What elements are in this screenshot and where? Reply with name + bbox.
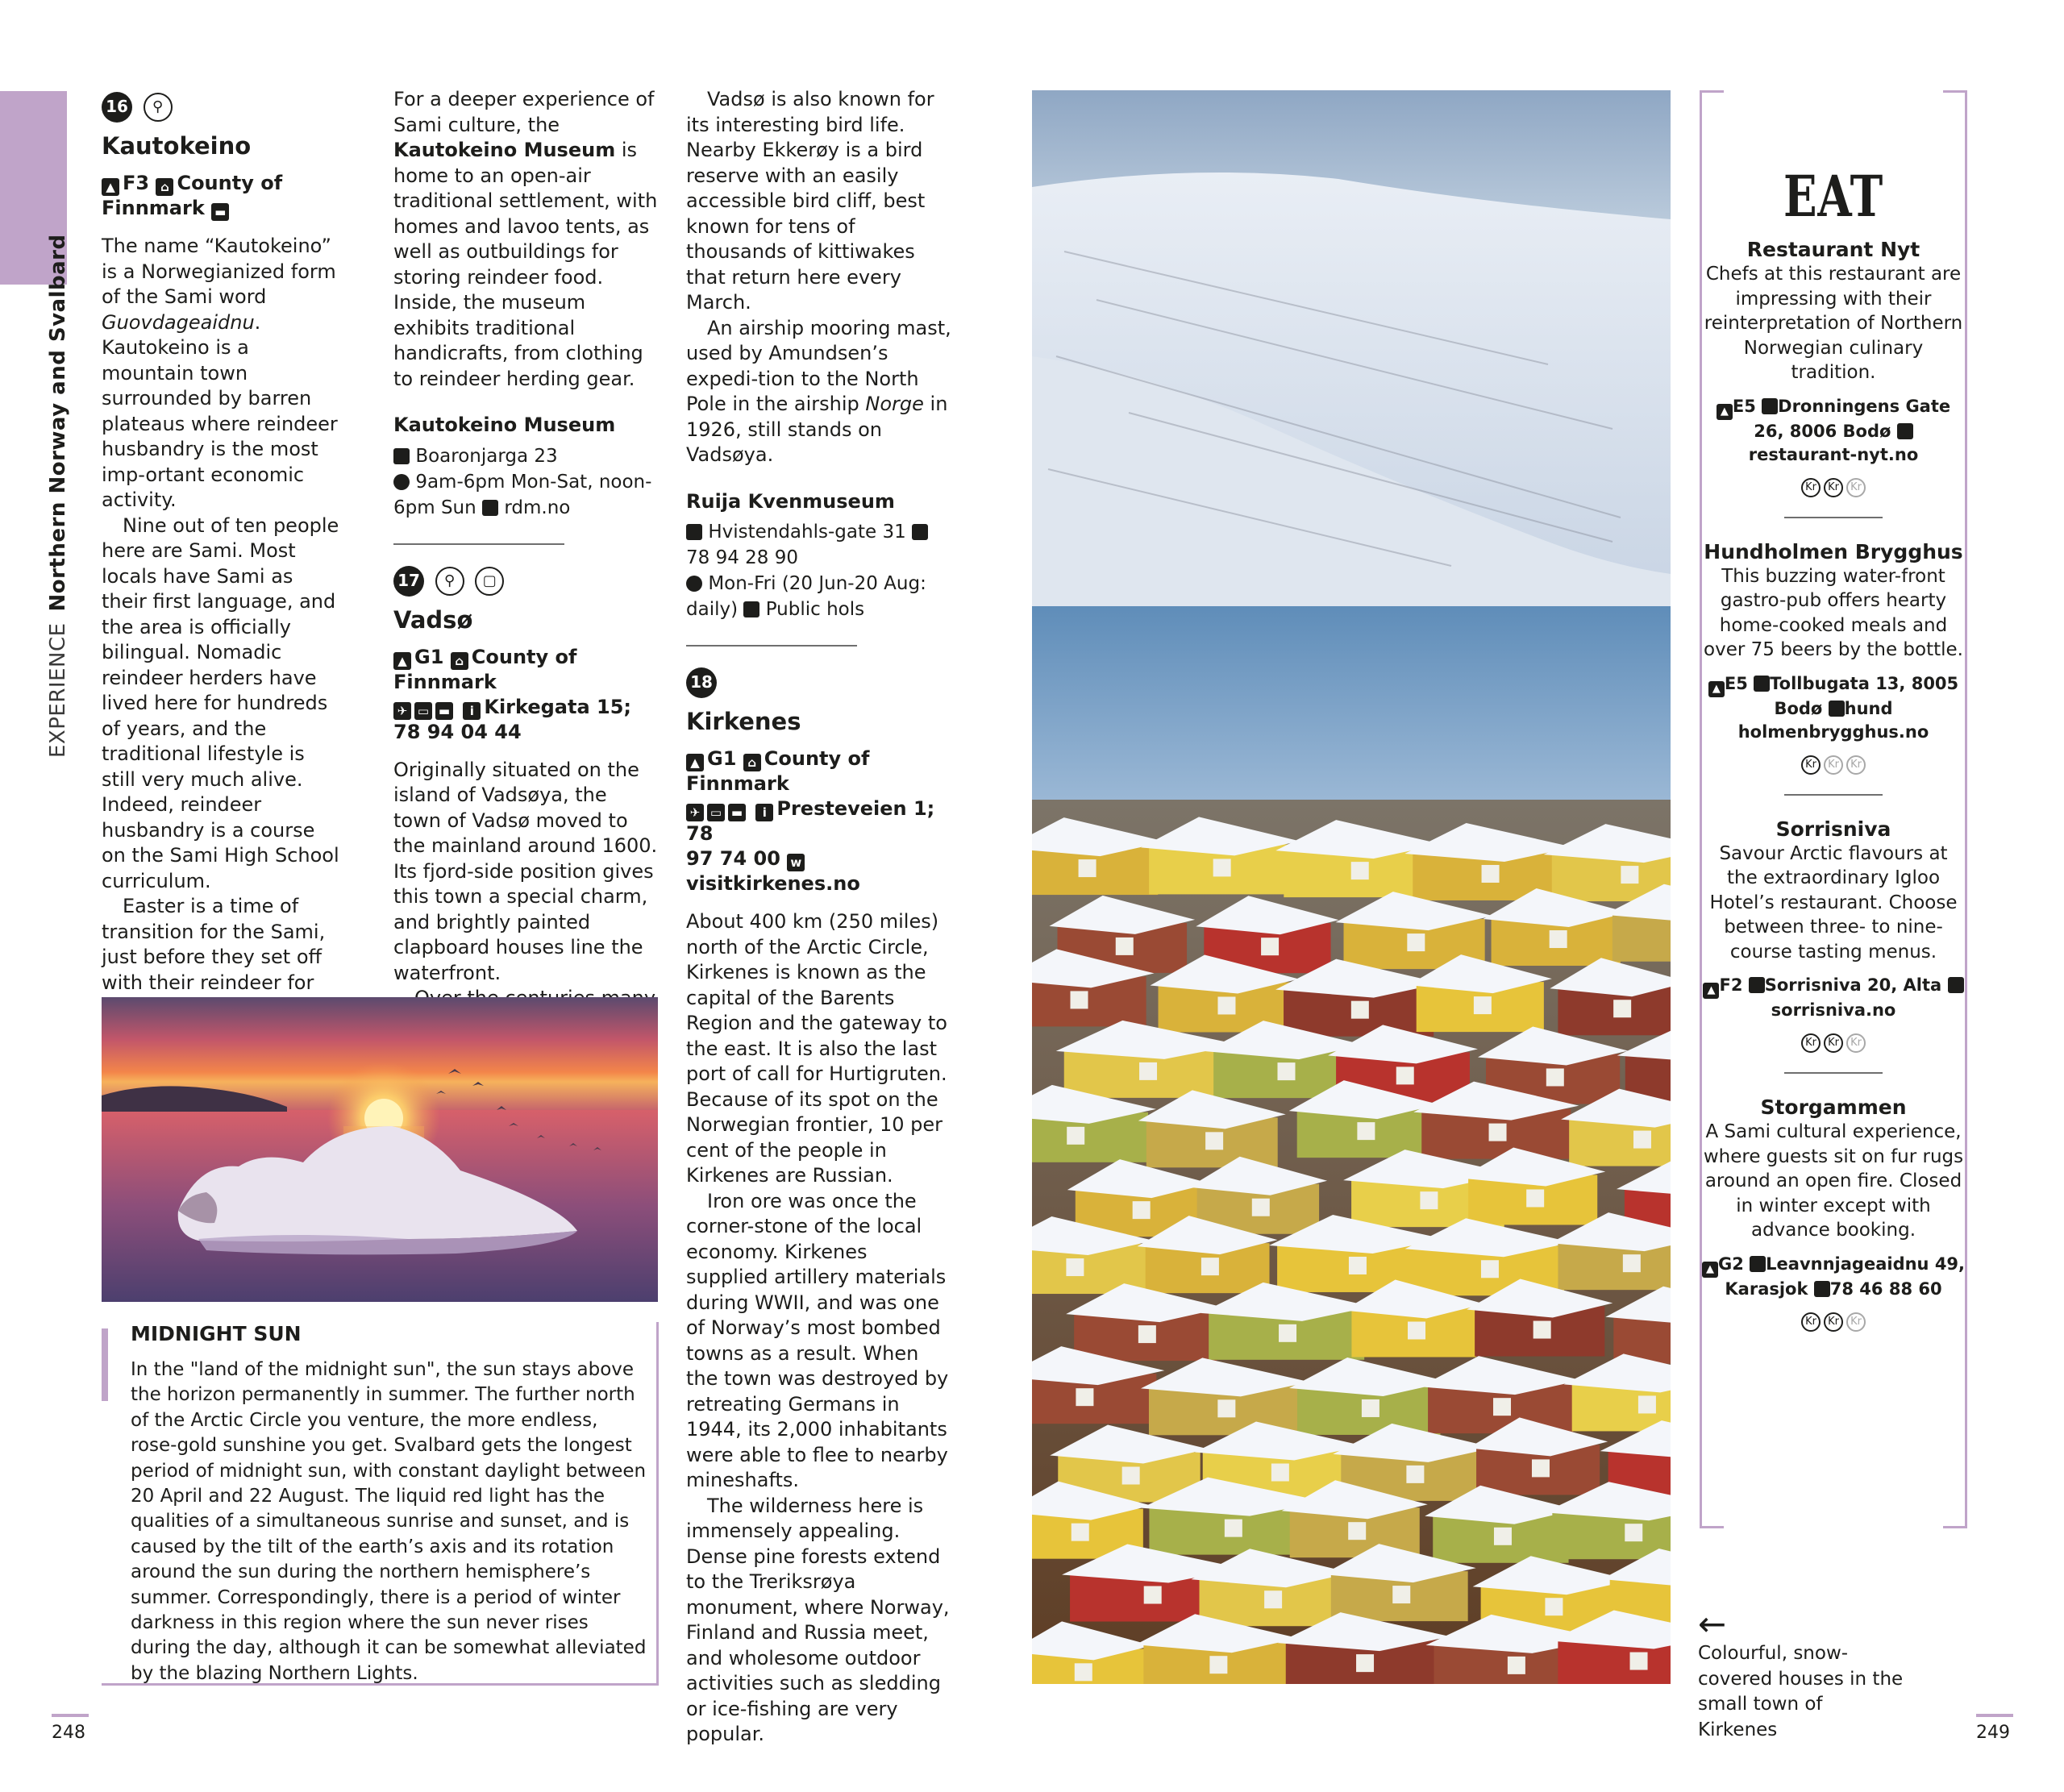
kautokeino-paragraph-4: For a deeper experience of Sami culture, the Kautokeino Museum is home to an open-air traditional settlement, with homes and lavoo tents, as well as outbuildings for storing reindeer food. Inside, the museum exhibits traditional handicrafts, from clothing to reindeer herding gear. [393,88,658,390]
address-icon: ⌂ [451,652,468,670]
house-window [1493,1398,1511,1416]
price-kr-icon: Kr [1846,1033,1866,1053]
restaurant-description: Chefs at this restaurant are impressing with their reinterpretation of Northern Norwegian culinary tradition. [1704,264,1963,383]
house-window [1201,1258,1219,1275]
price-rating [1702,1312,1965,1335]
house-window [1633,1131,1651,1149]
plane-icon: ✈ [393,702,411,720]
house-window [1494,1528,1512,1545]
restaurant-description: A Sami cultural experience, where guests sit on fur rugs around an open fire. Closed in winter except with advance booking. [1703,1121,1964,1241]
house-window [1625,1524,1642,1541]
map-icon: ▲ [1703,983,1719,999]
web-icon [1948,977,1964,993]
price-kr-icon: Kr [1846,478,1866,497]
price-kr-icon: Kr [1801,755,1821,775]
clock-icon [393,474,410,490]
midnight-sun-photo [102,997,658,1302]
house-window [1072,1524,1089,1541]
sunset-iceberg-illustration [102,997,658,1302]
house-window [1079,859,1096,877]
house-window [1351,1001,1369,1019]
photo-caption: ← Colourful, snow-covered houses in the small town of Kirkenes [1698,1612,1908,1743]
page-number-bar-right [1976,1714,2013,1717]
address-icon [1754,676,1770,692]
house-window [1133,1201,1151,1219]
price-rating [1702,478,1965,501]
house-window [1546,1068,1564,1086]
vadso-paragraph-4: An airship mooring mast, used by Amundsen’s expedi-tion to the North Pole in the airship Norge in 1926, still stands on Vadsøya. [686,316,951,466]
house-window [1482,865,1500,883]
map-icon: ▲ [1717,404,1733,420]
house-window [1550,930,1567,948]
feature-title: MIDNIGHT SUN [131,1322,302,1345]
web-icon [1897,423,1913,439]
plane-icon: ✈ [686,804,704,821]
price-kr-icon: Kr [1824,478,1843,497]
restaurant-info: ▲ F2 Sorrisniva 20, Alta sorrisniva.no [1702,974,1965,1022]
web-icon [1829,701,1845,717]
entry-number-badge: 17 [393,566,424,597]
entry-number-badge: 16 [102,92,132,123]
house-window [1349,1257,1367,1274]
kautokeino-paragraph-1: The name “Kautokeino” is a Norwegianized form of the Sami word Guovdageaidnu. Kautokeino is a mountain town surrounded by barren plateaus where reindeer husbandry is the most imp-ortant economic activity. [102,235,338,511]
boat-icon: ▭ [707,804,725,821]
restaurant-info: ▲ E5 Dronningens Gate 26, 8006 Bodø restaurant-nyt.no [1702,395,1965,467]
feature-accent-bar [102,1328,108,1401]
house-window [1621,866,1638,884]
house-window [1623,1254,1641,1272]
house-window [1348,1522,1366,1540]
hiking-icon: ⚲ [435,567,464,596]
price-kr-icon: Kr [1801,478,1821,497]
address-icon [686,524,702,540]
price-kr-icon: Kr [1824,755,1843,775]
arrow-left-icon: ← [1698,1604,1727,1644]
map-icon: ▲ [102,178,119,196]
section-divider [686,645,857,647]
house-window [1638,1395,1656,1413]
house-window [1406,1466,1424,1483]
address-icon: ⌂ [743,754,761,771]
house-window [1261,938,1279,955]
hiking-icon: ⚲ [144,93,173,122]
restaurant-name: Restaurant Nyt [1746,238,1920,261]
restaurant-entry [1702,1095,1965,1335]
house-window [1217,1399,1235,1417]
section-divider [393,543,564,545]
eat-sidebar [1700,90,1967,1528]
map-icon: ▲ [1708,681,1725,697]
address-icon [1762,398,1778,414]
entry-number-badge: 18 [686,667,717,698]
house-window [1533,1321,1551,1339]
kautokeino-paragraph-2: Nine out of ten people here are Sami. Most locals have Sami as their first language, and the area is officially bilingual. Nomadic reindeer herders have lived here for hundreds of years, and the traditional lifestyle is still very much alive. Indeed, reindeer husbandry is a course on the Sami High School curriculum. [102,513,339,892]
house-window [1392,1586,1410,1603]
map-icon: ▲ [1702,1262,1718,1278]
house-window [1357,1122,1375,1140]
kautokeino-info: ▲ F3 ⌂ County of Finnmark ▬ [102,172,283,219]
address-icon [1749,977,1765,993]
house-window [1508,1657,1525,1674]
house-window [1545,1598,1563,1615]
snowy-houses-illustration [1032,90,1671,1684]
page-number-bar-left [52,1714,89,1717]
kirkenes-paragraph-3: The wilderness here is immensely appealing. Dense pine forests extend to the Treriksrøya monument, where Norway, Finland and Russia meet, and wholesome outdoor activities such as sledding or ice-fishing are very popular. [686,1494,950,1745]
address-icon: ⌂ [156,178,173,196]
price-kr-icon: Kr [1801,1033,1821,1053]
museum-heading: Ruija Kvenmuseum [686,489,895,513]
house-window [1396,1066,1414,1084]
house-window [1279,1324,1296,1342]
chapter-region: Northern Norway and Svalbard [46,234,70,612]
price-kr-icon: Kr [1846,755,1866,775]
house-window [1217,996,1235,1014]
house-window [1362,1399,1379,1417]
museum-practical-info: Hvistendahls-gate 31 78 94 28 90 Mon-Fri (20 Jun-20 Aug: daily) Public hols [686,519,952,622]
closed-icon [743,601,759,617]
restaurant-name: Hundholmen Brygghus [1704,539,1963,563]
boat-icon: ▭ [414,702,432,720]
entry-title-vadso: Vadsø [393,605,473,634]
price-rating [1702,1033,1965,1056]
page-number-left: 248 [52,1723,85,1743]
kirkenes-houses-photo [1032,90,1671,1684]
chapter-label [46,234,70,758]
house-window [1481,1260,1499,1278]
house-window [1067,1127,1084,1145]
house-window [1138,1325,1156,1343]
house-window [1420,1191,1438,1209]
house-window [1122,1467,1140,1485]
eat-title: EAT [1783,163,1883,230]
phone-icon [912,524,928,540]
map-icon: ▲ [686,754,704,771]
house-window [1351,862,1369,879]
museum-practical-info: Boaronjarga 23 9am-6pm Mon-Sat, noon-6pm Sun rdm.no [393,445,652,518]
restaurant-divider [1784,517,1883,518]
restaurant-name: Storgammen [1760,1096,1907,1119]
house-window [1407,933,1425,951]
vadso-info: ▲ G1 ⌂ County of Finnmark ✈ ▭ ▬ i Kirkegata 15; 78 94 04 44 [393,645,632,743]
restaurant-entry [1702,539,1965,778]
kirkenes-paragraph-2: Iron ore was once the corner-stone of the local economy. Kirkenes supplied artillery materials during WWII, and was one of Norway’s most bombed towns as a result. When the town was destroyed by retreating Germans in 1944, its 2,000 inhabitants were able to flee to nearby mineshafts. [686,1189,949,1491]
column-three [686,87,952,1748]
houses-group [1032,817,1671,1684]
vadso-paragraph-1: Originally situated on the island of Vadsøya, the town of Vadsø moved to the mainland around 1600. Its fjord-side position gives this town a special charm, and brightly painted clapboard houses line the waterfront. [393,758,658,984]
house-window [1209,1656,1227,1674]
restaurant-info: ▲ G2 Leavnnjageaidnu 49, Karasjok 78 46 88 60 [1702,1253,1965,1301]
restaurant-entry [1702,817,1965,1057]
house-window [1278,1062,1296,1080]
price-kr-icon: Kr [1824,1312,1843,1332]
house-window [1076,1388,1093,1406]
clock-icon [686,576,702,592]
restaurant-description: Savour Arctic flavours at the extraordinary Igloo Hotel’s restaurant. Choose between three- to nine-course tasting menus. [1709,842,1958,963]
museum-heading: Kautokeino Museum [393,414,616,436]
restaurant-entry [1702,237,1965,501]
price-rating [1702,755,1965,778]
restaurant-description: This buzzing water-front gastro-pub offers hearty home-cooked meals and over 75 beers by the bottle. [1704,565,1963,660]
midnight-sun-feature [102,1322,659,1686]
house-window [1613,1000,1631,1017]
bus-icon: ▬ [728,804,746,821]
house-window [1139,1062,1157,1080]
house-window [1630,1653,1648,1670]
web-icon [482,500,498,516]
house-window [1205,1132,1223,1150]
info-icon: i [463,702,481,720]
house-window [1408,1321,1425,1339]
price-kr-icon: Kr [1801,1312,1821,1332]
house-window [1264,1590,1282,1608]
restaurant-info: ▲ E5 Tollbugata 13, 8005 Bodø hund holmenbrygghus.no [1702,672,1965,744]
house-window [1252,1199,1270,1216]
chapter-section: EXPERIENCE [46,622,70,758]
house-window [1075,1663,1092,1681]
house-window [1225,1520,1242,1537]
bus-icon: ▬ [211,203,229,221]
house-window [1271,1464,1289,1482]
feature-body: In the "land of the midnight sun", the sun stays above the horizon permanently in summer. The further north of the Arctic Circle you venture, the more endless, rose-gold sunshine you get. Svalbard gets the longest period of midnight sun, with constant daylight between 20 April and 22 August. The liquid red light has the qualities of a simultaneous sunrise and sunset, and is caused by the tilt of the earth’s axis and its rotation around the sun during the northern hemisphere’s summer. Correspondingly, there is a period of winter darkness in this region where the sun never rises during the day, although it can be somewhat alleviated by the blazing Northern Lights. [131,1359,647,1684]
house-window [1070,991,1088,1008]
restaurant-divider [1784,794,1883,796]
house-window [1066,1258,1084,1276]
kirkenes-info: ▲ G1 ⌂ County of Finnmark ✈ ▭ ▬ i Presteveien 1; 78 97 74 00 wvisitkirkenes.no [686,747,935,895]
kirkenes-paragraph-1: About 400 km (250 miles) north of the Arctic Circle, Kirkenes is known as the capital of the Barents Region and the gateway to the east. It is also the last port of call for Hurtigruten. Because of its spot on the Norwegian frontier, 10 per cent of the people in Kirkenes are Russian. [686,910,947,1187]
house-window [1526,1189,1544,1207]
price-kr-icon: Kr [1846,1312,1866,1332]
info-icon: i [755,804,773,821]
address-icon [1750,1256,1766,1272]
address-icon [393,448,410,464]
phone-icon [1814,1281,1830,1297]
page-number-right: 249 [1976,1723,2010,1743]
bus-icon: ▬ [435,702,453,720]
restaurant-divider [1784,1072,1883,1074]
house-window [1213,859,1231,876]
vadso-paragraph-3: Vadsø is also known for its interesting bird life. Nearby Ekkerøy is a bird reserve with an easily accessible bird cliff, best known for tens of thousands of kittiwakes that return here every March. [686,88,934,314]
web-icon: w [787,854,805,871]
entry-title-kautokeino: Kautokeino [102,132,252,160]
house-window [1356,1654,1374,1672]
shop-icon: ▢ [475,567,504,596]
house-window [1474,996,1492,1014]
restaurant-name: Sorrisniva [1775,817,1891,841]
entry-title-kirkenes: Kirkenes [686,708,801,735]
price-kr-icon: Kr [1824,1033,1843,1053]
kautokeino-paragraph-3: Easter is a time of transition for the Sami, just before they set off with their reindeer for [102,895,326,994]
house-window [1532,1459,1550,1477]
map-icon: ▲ [393,652,411,670]
house-window [1144,1586,1162,1604]
house-window [1489,1124,1507,1141]
restaurant-list [1702,237,1965,1335]
house-window [1116,938,1134,955]
